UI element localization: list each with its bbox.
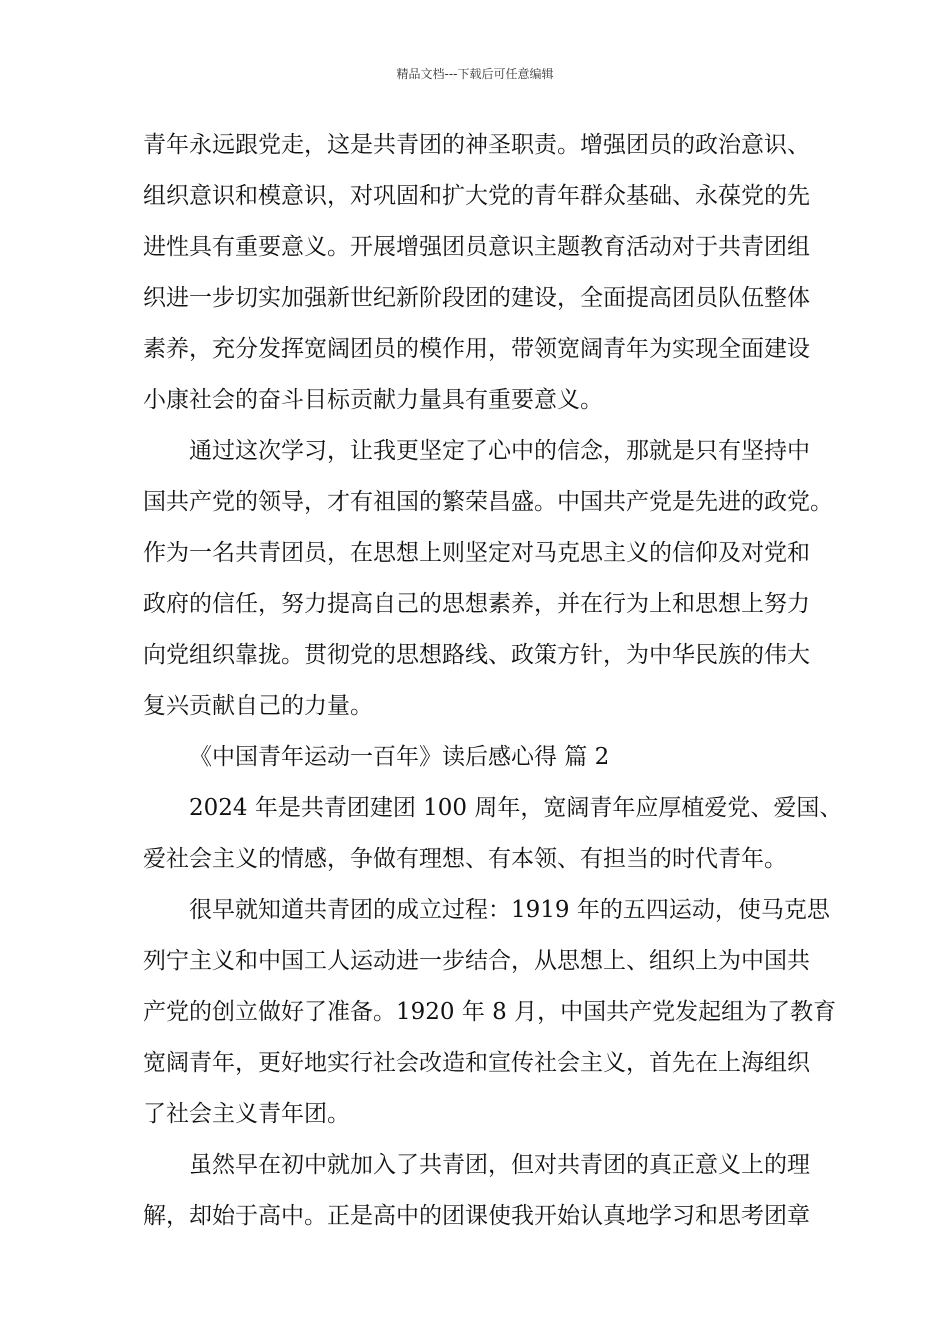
text-line: 素养，充分发挥宽阔团员的模作用，带领宽阔青年为实现全面建设 (143, 336, 810, 362)
text-line: 解，却始于高中。正是高中的团课使我开始认真地学习和思考团章 (143, 1203, 810, 1229)
paragraph-start-line: 2024 年是共青团建团 100 周年，宽阔青年应厚植爱党、爱国、 (189, 795, 843, 821)
page-header: 精品文档---下载后可任意编辑 (396, 67, 554, 81)
text-line: 织进一步切实加强新世纪新阶段团的建设，全面提高团员队伍整体 (143, 285, 810, 311)
paragraph-start-line: 通过这次学习，让我更坚定了心中的信念，那就是只有坚持中 (189, 438, 810, 464)
paragraph-start-line: 很早就知道共青团的成立过程：1919 年的五四运动，使马克思 (189, 897, 830, 923)
text-line: 作为一名共青团员，在思想上则坚定对马克思主义的信仰及对党和 (143, 540, 810, 566)
text-line: 政府的信任，努力提高自己的思想素养，并在行为上和思想上努力 (143, 591, 810, 617)
text-line: 爱社会主义的情感，争做有理想、有本领、有担当的时代青年。 (143, 846, 787, 872)
paragraph-start-line: 虽然早在初中就加入了共青团，但对共青团的真正意义上的理 (189, 1152, 810, 1178)
text-line: 组织意识和模意识，对巩固和扩大党的青年群众基础、永葆党的先 (143, 183, 810, 209)
text-line: 进性具有重要意义。开展增强团员意识主题教育活动对于共青团组 (143, 234, 810, 260)
document-body (143, 120, 843, 1242)
section-heading: 《中国青年运动一百年》读后感心得 篇 2 (189, 744, 610, 770)
text-line: 产党的创立做好了准备。1920 年 8 月，中国共产党发起组为了教育 (143, 999, 837, 1025)
text-line: 向党组织靠拢。贯彻党的思想路线、政策方针，为中华民族的伟大 (143, 642, 810, 668)
text-line: 宽阔青年，更好地实行社会改造和宣传社会主义，首先在上海组织 (143, 1050, 810, 1076)
text-line: 小康社会的奋斗目标贡献力量具有重要意义。 (143, 387, 603, 413)
text-line: 复兴贡献自己的力量。 (143, 693, 373, 719)
text-line: 了社会主义青年团。 (143, 1101, 350, 1127)
text-line: 列宁主义和中国工人运动进一步结合，从思想上、组织上为中国共 (143, 948, 810, 974)
text-line: 青年永远跟党走，这是共青团的神圣职责。增强团员的政治意识、 (143, 132, 810, 158)
text-line: 国共产党的领导，才有祖国的繁荣昌盛。中国共产党是先进的政党。 (143, 489, 833, 515)
